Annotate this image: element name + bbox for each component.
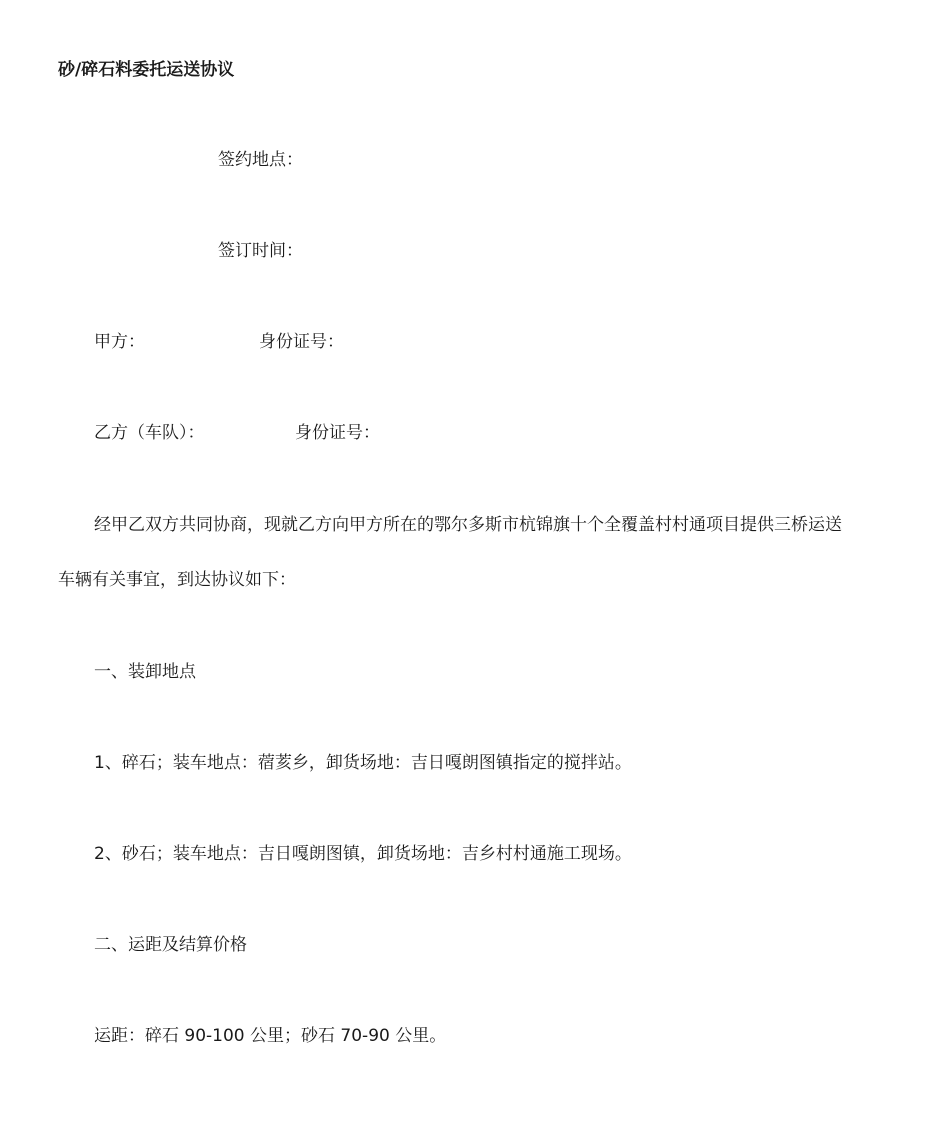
section-1-item-2: 2、砂石；装车地点：吉日嘎朗图镇，卸货场地：吉乡村村通施工现场。	[94, 844, 632, 864]
document-title: 砂/碎石料委托运送协议	[58, 60, 235, 80]
distance-line: 运距：碎石 90-100 公里；砂石 70-90 公里。	[94, 1026, 447, 1046]
intro-paragraph-line-2: 车辆有关事宜，到达协议如下：	[58, 570, 296, 590]
party-a-id-label: 身份证号：	[259, 332, 344, 352]
section-2-heading: 二、运距及结算价格	[94, 935, 247, 955]
sign-place-label: 签约地点：	[218, 150, 303, 170]
section-1-item-1: 1、碎石；装车地点：蓿荄乡，卸货场地：吉日嘎朗图镇指定的搅拌站。	[94, 753, 632, 773]
party-b-id-label: 身份证号：	[295, 423, 380, 443]
party-b-label: 乙方（车队）：	[94, 423, 205, 443]
sign-time-label: 签订时间：	[218, 241, 303, 261]
section-1-heading: 一、装卸地点	[94, 662, 196, 682]
intro-paragraph-line-1: 经甲乙双方共同协商，现就乙方向甲方所在的鄂尔多斯市杭锦旗十个全覆盖村村通项目提供三桥运送	[94, 515, 842, 535]
party-a-label: 甲方：	[94, 332, 145, 352]
